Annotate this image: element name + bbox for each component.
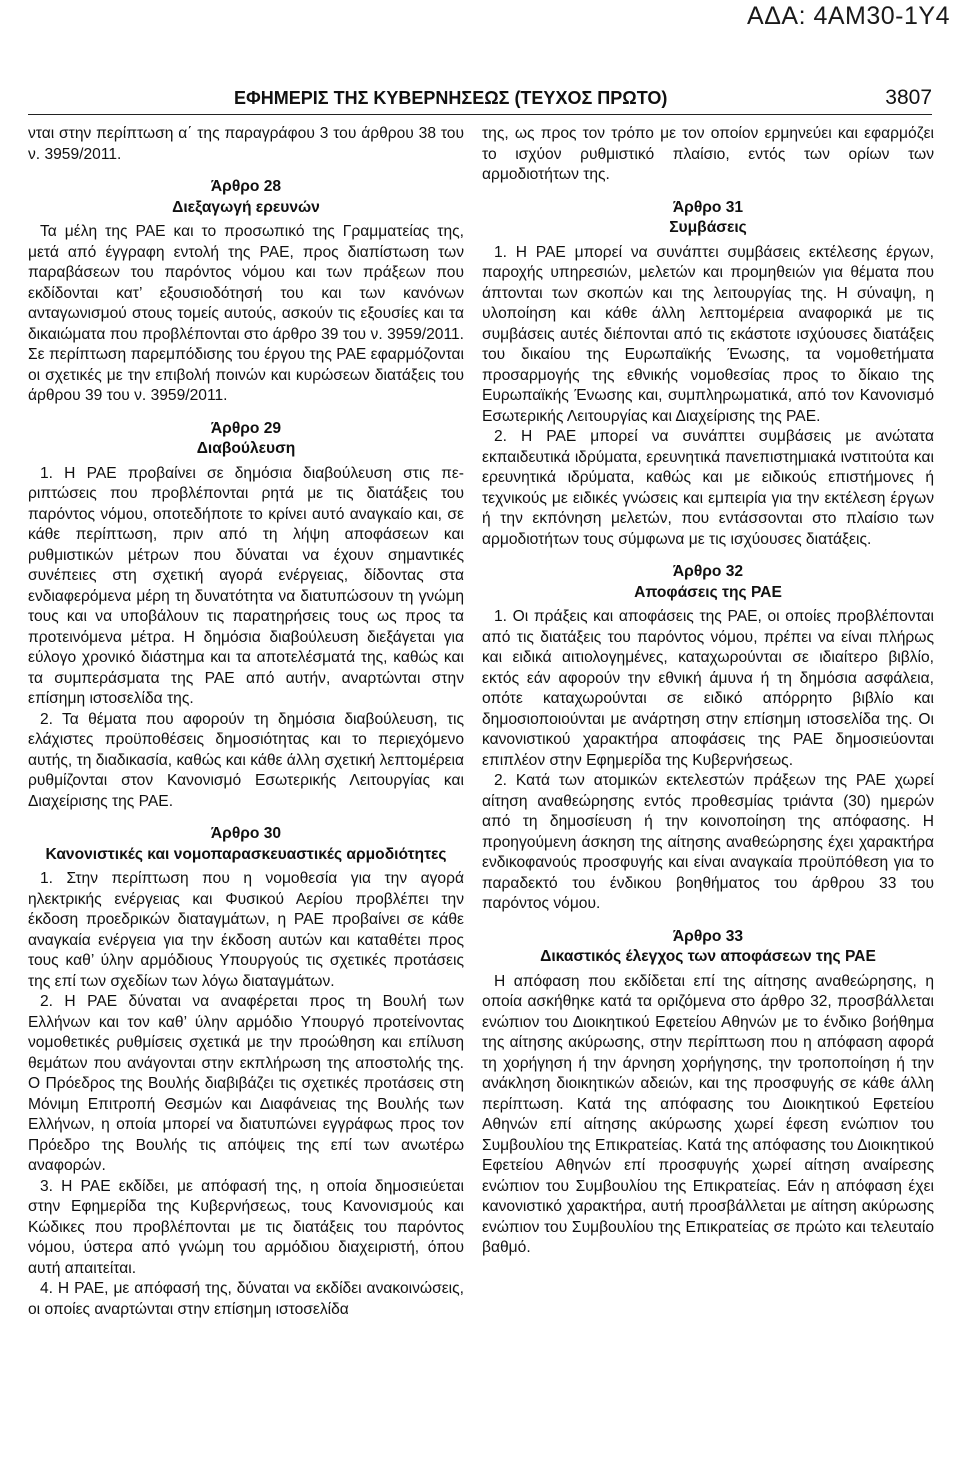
paragraph: 2. Τα θέματα που αφορούν τη δημόσια διαβούλευση, τις ελάχιστες προϋποθέσεις δημοσιότητας και το περιεχόμενο αυτής, τη διαδικασία, καθώς και κάθε άλλη σχετική λεπτομέρεια ρυθμίζονται στον Κανονισμό Εσωτερικής Λειτουργίας και Διαχείρισης της ΡΑΕ. xyxy=(28,710,464,810)
paragraph: 4. Η ΡΑΕ, με απόφασή της, δύναται να εκδίδει ανακοινώσεις, οι οποίες αναρτώνται στην επίσημη ιστοσελίδα xyxy=(28,1280,464,1318)
article-title: Διεξαγωγή ερευνών xyxy=(172,198,320,216)
paragraph: 3. Η ΡΑΕ εκδίδει, με απόφασή της, η οποία δημοσιεύεται στην Εφημερίδα της Κυβερνήσεως, τους Κανονισμούς και Κώδικες που προβλέπονται με τις διατάξεις του παρόντος νόμου, ύστερα από γνώμη του αρμόδιου διαχειριστή, όπου αυτή απαιτείται. xyxy=(28,1177,464,1277)
right-column xyxy=(482,124,934,1259)
article-title: Διαβούλευση xyxy=(196,440,296,457)
paragraph: 1. Στην περίπτωση που η νομοθεσία για την αγορά ηλεκτρικής ενέργειας και Φυσικού Αερίου προβλέπει την έκδοση προεδρικών διαταγμάτων, η ΡΑΕ προβαίνει σε κάθε αναγκαία ενέργεια για την έκδοση αυτών και καταθέτει προς τους καθ’ ύλην αρμόδιους Υπουργούς τις σχετικές προτάσεις της επί των σχεδίων των λόγω διαταγμάτων. xyxy=(28,870,464,990)
paragraph: 1. Η ΡΑΕ μπορεί να συνάπτει συμβάσεις εκτέλεσης έργων, παροχής υπηρεσιών, μελετών και προμηθειών για θέματα που άπτονται των σκοπών και της λειτουργίας της. Η σύναψη, η υλοποίηση και κάθε άλλη λεπτομέρεια αναφορικά με τις συμβάσεις αυτές διέπονται από τις εκάστοτε ισχύουσες διατάξεις του δικαίου της Ευρωπαϊκής Ένωσης, τα νομοθετήματα προσαρμογής της εθνικής νομοθεσίας προς το δίκαιο της Ευρωπαϊκής Ένωσης και, συμπληρωματικά, από τον Κανονισμό Εσωτερικής Λειτουργίας και Διαχείρισης της ΡΑΕ. xyxy=(482,243,934,425)
page-header xyxy=(28,84,932,115)
article-31-heading xyxy=(482,198,934,239)
paragraph: της, ως προς τον τρόπο με τον οποίον ερμηνεύει και εφαρμόζει το ισχύον ρυθμιστικό πλαίσιο, εντός των ορίων των αρμοδιοτήτων της. xyxy=(482,125,934,183)
article-number: Άρθρο 30 xyxy=(210,825,282,842)
article-28-heading xyxy=(28,177,464,218)
article-30-heading xyxy=(28,824,464,865)
paragraph: 2. Η ΡΑΕ μπορεί να συνάπτει συμβάσεις με ανώτατα εκπαιδευτικά ιδρύματα, ερευνητικά πανεπιστημιακά ινστιτούτα και ερευνητικά ιδρύματα, καθώς και με ειδικούς επιστήμονες ή τεχνικούς με ειδικές γνώσεις και εμπειρία για την εκτέλεση έργων ή την εκπόνηση μελετών, που εντάσσονται στο πλαίσιο των αρμοδιοτήτων τους σύμφωνα με τις ισχύουσες διατάξεις. xyxy=(482,428,934,548)
article-number: Άρθρο 31 xyxy=(672,198,744,216)
article-32-heading xyxy=(482,562,934,603)
article-number: Άρθρο 28 xyxy=(210,178,282,195)
article-33-heading xyxy=(482,927,934,968)
paragraph: 1. Οι πράξεις και αποφάσεις της ΡΑΕ, οι οποίες προβλέπονται από τις διατάξεις του παρόντος νόμου, πρέπει να είναι πλήρως και ειδικά αιτιολογημένες, καταχωρούνται σε ιδιαίτερο βιβλίο, εκτός εάν αφορούν την εθνική άμυνα ή τη δημόσια ασφάλεια, οπότε καταχωρούνται σε ειδικό απόρρητο βιβλίο και δημοσιοποιούνται με ανάρτηση στην επίσημη ιστοσελίδα της. Οι κανονιστικού χαρακτήρα αποφάσεις της ΡΑΕ δημοσιεύονται επιπλέον στην Εφημερίδα της Κυβερνήσεως. xyxy=(482,608,934,769)
article-title: Δικαστικός έλεγχος των αποφάσεων της ΡΑΕ xyxy=(540,948,876,965)
paragraph: νται στην περίπτωση α΄ της παραγράφου 3 του άρθρου 38 του ν. 3959/2011. xyxy=(28,125,464,163)
paragraph: Τα μέλη της ΡΑΕ και το προσωπικό της Γραμματείας της, μετά από έγγραφη εντολή της ΡΑΕ, προς διαπίστωση των παραβάσεων του παρόντος νόμου και των πράξεων που εκδίδονται κατ’ εξουσιοδότησή του και των κανόνων ανταγωνισμού στους τομείς αυτούς, ασκούν τις εξουσίες και τα δικαιώματα που προβλέπονται στο άρθρο 39 του ν. 3959/2011. Σε περίπτωση παρεμπόδισης του έργου της ΡΑΕ εφαρμόζονται οι σχετικές με την επιβολή ποινών και κυρώσεων διατάξεις του άρθρου 39 του ν. 3959/2011. xyxy=(28,223,464,404)
paragraph: 2. Η ΡΑΕ δύναται να αναφέρεται προς τη Βουλή των Ελλήνων και τον καθ’ ύλην αρμόδιο Υπουργό προτείνοντας νομοθετικές ρυθμίσεις σχετικά με την προώθηση και επίλυση θεμάτων που ανάγονται στην εκπλήρωση της αποστολής της. Ο Πρόεδρος της Βουλής διαβιβάζει τις σχετικές προτάσεις στη Μόνιμη Επιτροπή Θεσμών και Διαφάνειας της Βουλής των Ελλήνων, η οποία μπορεί να διατυπώνει εγγράφως προς τον Πρόεδρο της Βουλής τις απόψεις της επί των ανωτέρω αναφορών. xyxy=(28,993,464,1174)
article-title: Συμβάσεις xyxy=(669,219,747,236)
gazette-title: ΕΦΗΜΕΡΙΣ ΤΗΣ ΚΥΒΕΡΝΗΣΕΩΣ (ΤΕΥΧΟΣ ΠΡΩΤΟ) xyxy=(234,88,668,108)
paragraph: 1. Η ΡΑΕ προβαίνει σε δημόσια διαβούλευση στις περιπτώσεις που προβλέπονται ρητά με τις διατάξεις του παρόντος νόμου, οποτεδήποτε το κρίνει αυτό αναγκαίο και, σε κάθε περίπτωση, πριν από τη λήψη αποφάσεων και ρυθμιστικών μέτρων που δύναται να έχουν σημαντικές συνέπειες στη σχετική αγορά ενέργειας, δίδοντας στα ενδιαφερόμενα μέρη τη δυνατότητα να διατυπώσουν τη γνώμη τους και να υποβάλουν τις παρατηρήσεις τους ως προς τα προτεινόμενα μέτρα. Η δημόσια διαβούλευση διεξάγεται για εύλογο χρονικό διάστημα και τα αποτελέσματά της, καθώς και τα συμπεράσματα της ΡΑΕ από αυτήν, αναρτώνται στην επίσημη ιστοσελίδα της. xyxy=(28,464,464,707)
paragraph: 2. Κατά των ατομικών εκτελεστών πράξεων της ΡΑΕ χωρεί αίτηση αναθεώρησης εντός προθεσμίας τριάντα (30) ημερών από τη δημοσίευση ή την κοινοποίηση της απόφασης. Η προηγούμενη άσκηση της αίτησης αναθεώρησης έχει χαρακτήρα ενδικοφανούς προσφυγής και είναι αναγκαία προϋπόθεση για το παραδεκτό του ένδικου βοηθήματος του άρθρου 33 του παρόντος νόμου. xyxy=(482,772,934,912)
article-number: Άρθρο 33 xyxy=(672,927,744,945)
paragraph: Η απόφαση που εκδίδεται επί της αίτησης αναθεώρησης, η οποία ασκήθηκε κατά τα οριζόμενα στο άρθρο 32, προσβάλλεται ενώπιον του Διοικητικού Εφετείου Αθηνών με το ένδικο βοήθημα της αίτησης ακύρωσης, στην περίπτωση που η απόφαση αφορά τη χορήγηση ή την άρνηση χορήγησης, την τροποποίηση ή την ανάκληση διοικητικών αδειών, και της προσφυγής σε κάθε άλλη περίπτωση. Κατά της απόφασης του Διοικητικού Εφετείου Αθηνών επί αίτησης ακύρωσης χωρεί έφεση ενώπιον του Συμβουλίου της Επικρατείας. Κατά της απόφασης του Διοικητικού Εφετείου Αθηνών επί προσφυγής χωρεί αίτηση αναίρεσης ενώπιον του Συμβουλίου της Επικρατείας. Εάν η απόφαση έχει κανονιστικό χαρακτήρα, αυτή προσβάλλεται με αίτηση ακύρωσης ενώπιον του Συμβουλίου της Επικρατείας σε πρώτο και τελευταίο βαθμό. xyxy=(482,972,934,1256)
article-29-heading xyxy=(28,419,464,460)
left-column xyxy=(28,124,464,1320)
article-title: Αποφάσεις της ΡΑΕ xyxy=(634,583,782,601)
page-number: 3807 xyxy=(885,86,932,109)
article-title: Κανονιστικές και νομοπαρασκευαστικές αρμοδιότητες xyxy=(45,845,447,863)
article-number: Άρθρο 32 xyxy=(672,563,744,580)
ada-code: ΑΔΑ: 4ΑΜ30-1Υ4 xyxy=(747,2,950,30)
article-number: Άρθρο 29 xyxy=(210,419,282,437)
